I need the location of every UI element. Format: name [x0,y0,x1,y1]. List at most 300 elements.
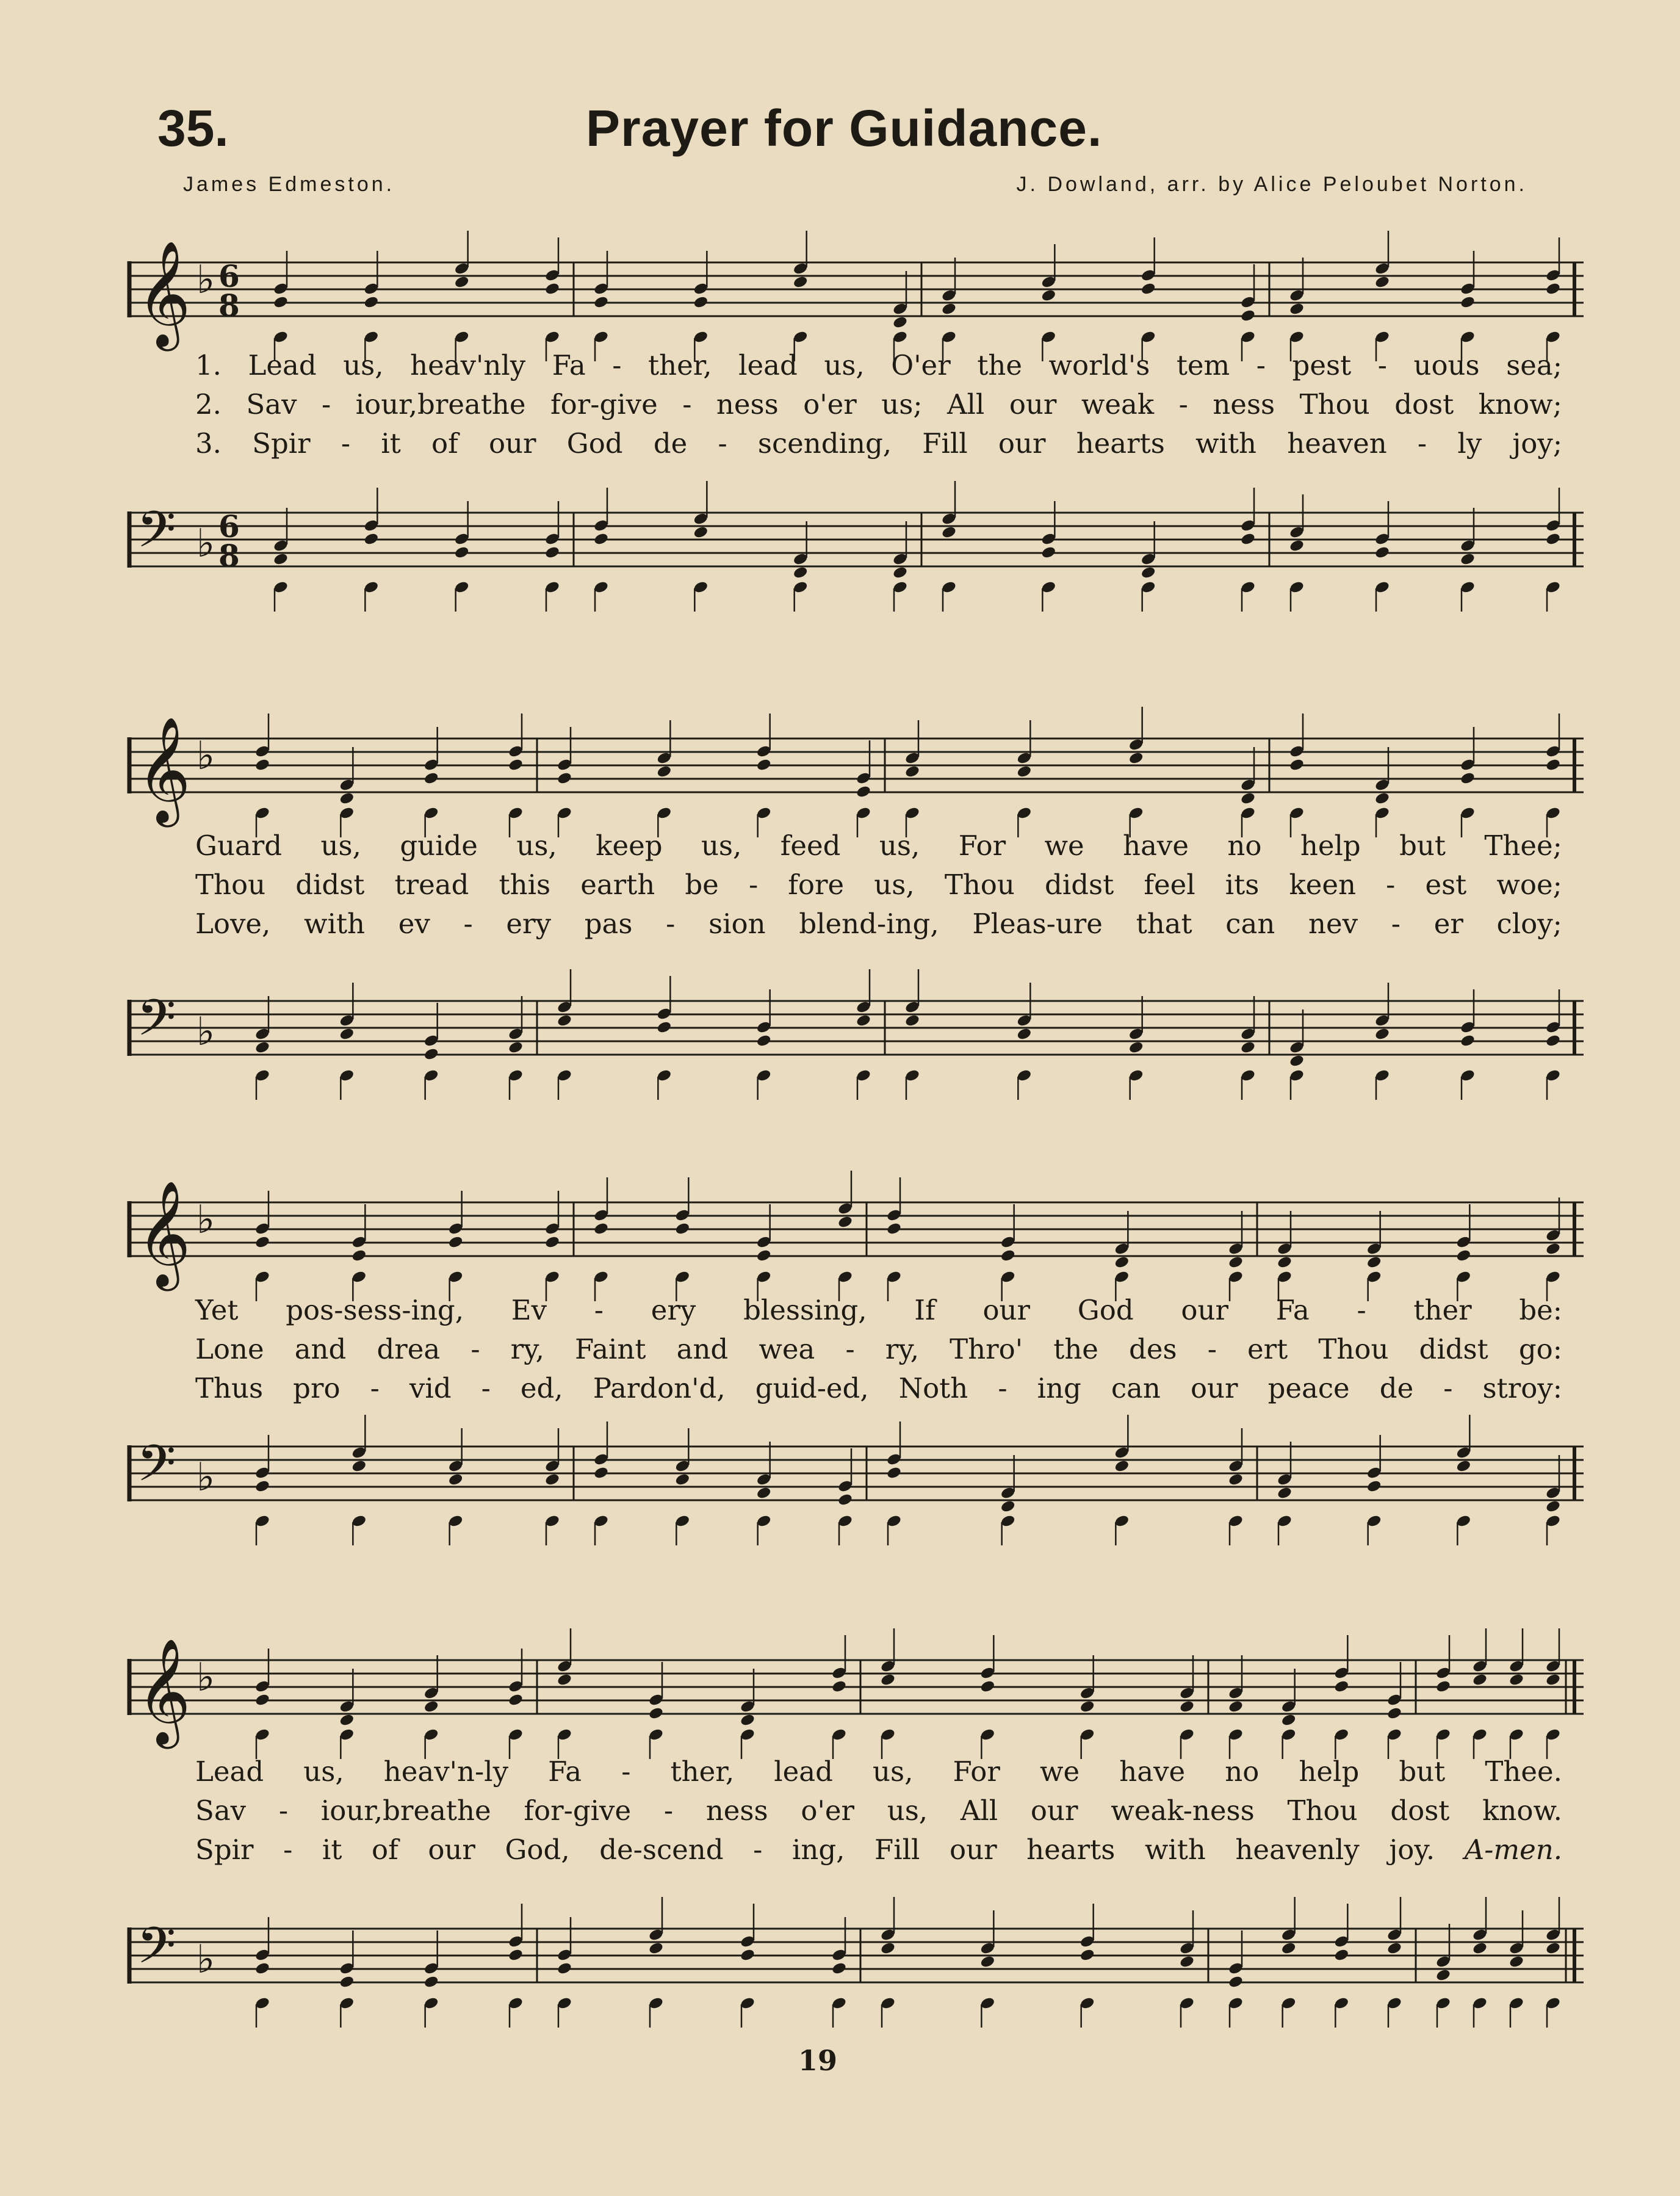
notehead [593,1466,609,1480]
notehead [424,1700,439,1714]
lyric-syllable: be [685,869,719,901]
lyric-syllable: our [1190,1372,1238,1404]
notehead [448,1473,464,1487]
lyric-syllable: o'er [801,1794,854,1827]
lyric-syllable: - [283,1833,293,1866]
notehead [1141,566,1156,580]
lyric-syllable: heavenly [1235,1833,1360,1866]
notehead [1460,295,1476,309]
lyric-syllable: tem [1176,349,1230,381]
music-system [122,1154,1593,1550]
lyric-syllable: woe; [1496,869,1562,901]
music-system [122,1611,1593,2026]
notehead [544,546,560,560]
notehead [254,1693,270,1707]
notehead [1080,1700,1095,1714]
lyric-syllable: Pardon'd, [593,1372,726,1404]
lyric-syllable: know. [1482,1794,1562,1827]
lyric-syllable: - [1391,908,1401,940]
notehead [1545,1034,1561,1048]
time-signature-bottom: 8 [218,538,240,574]
lyric-syllable: - [663,1794,674,1827]
verse-line [195,1331,1562,1368]
lyric-syllable: but [1399,829,1446,862]
notehead [1374,546,1390,560]
lyric-syllable: Pleas-ure [972,908,1103,940]
music-credit: J. Dowland, arr. by Alice Peloubet Norton. [1016,173,1527,196]
lyric-syllable: blend-ing, [799,908,939,940]
lyric-syllable: - [594,1294,604,1326]
notehead [1509,1955,1524,1969]
page-number: 19 [798,2044,838,2077]
flat-key-signature-icon: ♭ [196,1655,215,1700]
lyric-syllable: us, [701,829,742,862]
notehead [1179,1955,1195,1969]
lyric-syllable: dost [1390,1794,1450,1827]
notehead [339,1713,355,1727]
lyric-syllable: - [1178,388,1188,421]
lyric-syllable: ry, [885,1333,920,1365]
lyric-syllable: nev [1308,908,1358,940]
notehead [1545,1941,1561,1956]
lyric-syllable: ly [1457,427,1482,460]
notehead [1080,1948,1095,1962]
lyric-syllable: have [1119,1755,1186,1788]
notehead [1240,532,1256,546]
lyric-syllable: weak [1081,388,1155,421]
lyric-syllable: guid-ed, [755,1372,869,1404]
bass-staff [122,476,1593,623]
lyric-syllable: Guard [195,829,283,862]
lyric-syllable: our [982,1294,1031,1326]
notehead [1472,1673,1488,1687]
notehead [508,1041,524,1055]
notehead [508,1948,524,1962]
notehead [254,1479,270,1493]
lyric-syllable: de-scend [599,1833,724,1866]
lyric-syllable: - [1386,869,1396,901]
notehead [656,765,672,779]
notehead [892,566,908,580]
notehead [880,1941,896,1956]
treble-staff [122,1166,1593,1312]
notehead [1000,1249,1016,1263]
lyric-syllable: Lead [248,349,317,381]
lyric-syllable: didst [1045,869,1114,901]
time-signature-top: 6 [218,508,240,544]
lyric-syllable: ness [1213,388,1275,421]
lyric-syllable: For [958,829,1006,862]
amen-text: A-men. [1464,1833,1562,1866]
notehead [648,1707,664,1721]
lyric-syllable: didst [1419,1333,1488,1365]
notehead [1141,282,1156,296]
lyric-syllable: Fa [552,349,586,381]
notehead [756,1034,772,1048]
notehead [544,1235,560,1249]
lyric-syllable: - [470,1333,480,1365]
lyric-syllable: iour,breathe [320,1794,491,1827]
notehead [1128,751,1144,765]
lyric-syllable: wea [759,1333,815,1365]
notehead [254,758,270,772]
lyric-syllable: that [1136,908,1192,940]
lyric-syllable: can [1225,908,1275,940]
notehead [1366,1479,1382,1493]
lyric-syllable: it [322,1833,342,1866]
lyric-syllable: Thee. [1485,1755,1562,1788]
lyric-syllable: we [1044,829,1084,862]
verse-line [195,347,1562,385]
lyric-syllable: keen [1289,869,1356,901]
notehead [593,1222,609,1236]
lyric-syllable: be: [1519,1294,1562,1326]
notehead [339,792,355,806]
lyric-syllable: - [1377,349,1387,381]
lyric-syllable: de [653,427,688,460]
notehead [1114,1459,1130,1473]
lyric-syllable: fore [788,869,845,901]
lyric-syllable: our [1181,1294,1228,1326]
lyric-syllable: ery [506,908,551,940]
notehead [254,1235,270,1249]
verse-line [195,1370,1562,1407]
lyric-syllable: - [845,1333,855,1365]
notehead [831,1680,847,1694]
lyric-syllable: us, [887,1794,928,1827]
lyric-syllable: uous [1413,349,1480,381]
notehead [756,1249,772,1263]
music-system [122,690,1593,1086]
lyric-syllable: stroy: [1482,1372,1562,1404]
lyric-syllable: God, [505,1833,570,1866]
lyric-syllable: earth [580,869,655,901]
lyric-syllable: scending, [757,427,892,460]
notehead [648,1941,664,1956]
notehead [1545,1242,1561,1256]
notehead [1374,1027,1390,1041]
notehead [886,1222,902,1236]
notehead [837,1493,853,1507]
notehead [793,566,809,580]
hymn-number: 35. [157,99,229,157]
lyric-syllable: keep [596,829,663,862]
notehead [1509,1673,1524,1687]
lyric-syllable: cloy; [1496,908,1562,940]
lyric-syllable: Thou [1318,1333,1389,1365]
notehead [557,1673,572,1687]
lyric-syllable: sea; [1506,349,1562,381]
lyric-syllable: - [1417,427,1427,460]
lyric-syllable: pas [584,908,633,940]
lyric-syllable: dost [1394,388,1454,421]
notehead [1228,1473,1244,1487]
lyric-syllable: feed [780,829,841,862]
lyric-syllable: - [718,427,727,460]
lyric-syllable: and [294,1333,347,1365]
notehead [979,1955,995,1969]
notehead [1040,546,1056,560]
notehead [904,765,920,779]
lyric-syllable: our [1009,388,1057,421]
lyric-syllable: - [278,1794,289,1827]
notehead [593,532,609,546]
notehead [1016,765,1032,779]
lyric-syllable: Love, [195,908,271,940]
notehead [740,1948,755,1962]
lyric-syllable: - [370,1372,380,1404]
lyric-syllable: Spir [195,1833,254,1866]
verse-line [195,1831,1562,1869]
flat-key-signature-icon: ♭ [196,1010,215,1055]
lyric-syllable: but [1399,1755,1446,1788]
lyric-syllable: - [666,908,676,940]
notehead [1333,1948,1349,1962]
words-credit: James Edmeston. [183,173,395,196]
notehead [941,302,957,316]
lyric-syllable: know; [1478,388,1562,421]
notehead [756,758,772,772]
lyric-syllable: heav'n-ly [383,1755,509,1788]
notehead [674,1473,690,1487]
notehead [1545,758,1561,772]
notehead [674,1222,690,1236]
lyric-syllable: our [998,427,1046,460]
bass-staff [122,964,1593,1111]
lyric-syllable: us, [824,349,865,381]
lyric-syllable: God [1077,1294,1134,1326]
lyric-syllable: Fa [1275,1294,1310,1326]
notehead [1545,1673,1561,1687]
notehead [1240,792,1256,806]
notehead [1435,1680,1451,1694]
lyric-syllable: guide [400,829,478,862]
notehead [793,275,809,289]
lyric-syllable: blessing, [743,1294,867,1326]
lyric-syllable: the [977,349,1022,381]
notehead [1460,1034,1476,1048]
lyric-syllable: us, [879,829,920,862]
lyric-syllable: with [304,908,366,940]
lyric-syllable: its [1225,869,1260,901]
lyric-syllable: des [1129,1333,1177,1365]
lyric-syllable: with [1144,1833,1206,1866]
notehead [1472,1941,1488,1956]
lyric-syllable: ing [1037,1372,1081,1404]
lyric-syllable: lead [774,1755,833,1788]
lyric-syllable: - [481,1372,491,1404]
lyric-syllable: this [499,869,551,901]
notehead [544,1473,560,1487]
notehead [1386,1941,1402,1956]
notehead [693,526,708,540]
notehead [880,1673,896,1687]
notehead [454,546,470,560]
notehead [1281,1941,1297,1956]
notehead [856,1014,871,1028]
lyric-syllable: ery [651,1294,696,1326]
lyric-syllable: have [1123,829,1189,862]
lyric-syllable: Sav [246,388,297,421]
notehead [1289,539,1305,553]
lyric-syllable: Thou [1299,388,1370,421]
lyric-syllable: er [1433,908,1463,940]
notehead [557,1962,572,1976]
lyric-syllable: feel [1144,869,1195,901]
lyric-syllable: joy; [1512,427,1562,460]
lyric-syllable: If [914,1294,936,1326]
lyric-syllable: weak-ness [1111,1794,1255,1827]
verse-line [195,425,1562,463]
notehead [837,1215,853,1229]
notehead [1228,1255,1244,1270]
hymn-title: Prayer for Guidance. [586,99,1103,157]
notehead [351,1459,367,1473]
lyric-syllable: - [748,869,759,901]
notehead [593,295,609,309]
notehead [1228,1700,1244,1714]
notehead [941,526,957,540]
lyric-syllable: joy. [1389,1833,1435,1866]
notehead [886,1466,902,1480]
notehead [656,1020,672,1035]
lyric-syllable: heaven [1287,427,1387,460]
notehead [273,552,289,566]
notehead [1040,289,1056,303]
lyric-syllable: - [1443,1372,1453,1404]
time-signature-bottom: 8 [218,287,240,323]
notehead [363,295,379,309]
lyric-syllable: of [371,1833,398,1866]
notehead [1366,1255,1382,1270]
bass-staff [122,1892,1593,2039]
time-signature-top: 6 [218,258,240,294]
notehead [756,1486,772,1500]
bass-clef-icon: 𝄢 [137,500,176,571]
notehead [1545,282,1561,296]
lyric-syllable: Noth [898,1372,968,1404]
notehead [1435,1968,1451,1982]
flat-key-signature-icon: ♭ [196,734,215,779]
notehead [740,1713,755,1727]
lyric-syllable: O'er [891,349,951,381]
lyric-syllable: Sav [195,1794,247,1827]
lyric-syllable: our [488,427,536,460]
notehead [508,758,524,772]
notehead [1374,275,1390,289]
treble-clef-icon: 𝄞 [137,1180,191,1287]
lyric-syllable: no [1225,1755,1260,1788]
notehead [1277,1255,1292,1270]
lyric-syllable: pos-sess-ing, [286,1294,464,1326]
treble-clef-icon: 𝄞 [137,1638,191,1744]
lyric-syllable: us; [881,388,923,421]
lyric-syllable: Thou [944,869,1015,901]
lyric-syllable: ness [705,1794,768,1827]
lyric-syllable: - [1256,349,1266,381]
lyric-syllable: no [1227,829,1262,862]
lyric-syllable: our [1030,1794,1078,1827]
lyric-syllable: All [960,1794,998,1827]
notehead [339,1975,355,1989]
lyric-syllable: and [676,1333,729,1365]
lyric-syllable: Thro' [950,1333,1023,1365]
lyric-syllable: hearts [1076,427,1165,460]
lyric-syllable: Lone [195,1333,264,1365]
notehead [351,1249,367,1263]
notehead [1460,552,1476,566]
verse-line [195,1753,1562,1791]
lyric-syllable: - [753,1833,763,1866]
notehead [557,771,572,786]
notehead [508,1693,524,1707]
lyric-syllable: for-give [524,1794,632,1827]
notehead [1333,1680,1349,1694]
music-system [122,214,1593,610]
notehead [1240,309,1256,323]
lyric-syllable: us, [320,829,361,862]
lyric-syllable: 1. [195,349,222,381]
lyric-syllable: ry, [510,1333,544,1365]
notehead [339,1027,355,1041]
lyric-syllable: ert [1247,1333,1288,1365]
lyric-syllable: Fa [548,1755,582,1788]
treble-clef-icon: 𝄞 [137,240,191,347]
lyric-syllable: Thee; [1484,829,1562,862]
lyric-syllable: us, [343,349,384,381]
notehead [1386,1707,1402,1721]
notehead [979,1680,995,1694]
lyric-syllable: for-give [550,388,658,421]
notehead [424,771,439,786]
flat-key-signature-icon: ♭ [196,1455,215,1500]
notehead [1240,1041,1256,1055]
lyric-syllable: Fill [874,1833,920,1866]
lyric-syllable: vid [409,1372,452,1404]
notehead [856,785,871,799]
notehead [1289,1054,1305,1068]
flat-key-signature-icon: ♭ [196,1197,215,1243]
lyric-syllable: 3. [195,427,222,460]
lyric-syllable: All [947,388,985,421]
lyric-syllable: help [1299,1755,1360,1788]
notehead [363,532,379,546]
lyric-syllable: - [1357,1294,1366,1326]
lyric-syllable: - [463,908,473,940]
lyric-syllable: - [612,349,622,381]
lyric-syllable: lead [738,349,798,381]
flat-key-signature-icon: ♭ [196,521,215,566]
notehead [892,316,908,330]
verse-line [195,1291,1562,1329]
lyric-syllable: us, [516,829,557,862]
flat-key-signature-icon: ♭ [196,258,215,303]
lyric-syllable: can [1111,1372,1161,1404]
notehead [904,1014,920,1028]
notehead [1016,1027,1032,1041]
lyric-syllable: us, [874,869,915,901]
lyric-syllable: Thou [1287,1794,1358,1827]
lyric-syllable: iour,breathe [355,388,526,421]
notehead [254,1041,270,1055]
lyric-syllable: ev [398,908,430,940]
lyric-syllable: ed, [520,1372,563,1404]
lyric-syllable: For [953,1755,1000,1788]
verse-line [195,386,1562,424]
lyric-syllable: it [381,427,401,460]
notehead [1000,1500,1016,1514]
lyric-syllable: - [682,388,692,421]
